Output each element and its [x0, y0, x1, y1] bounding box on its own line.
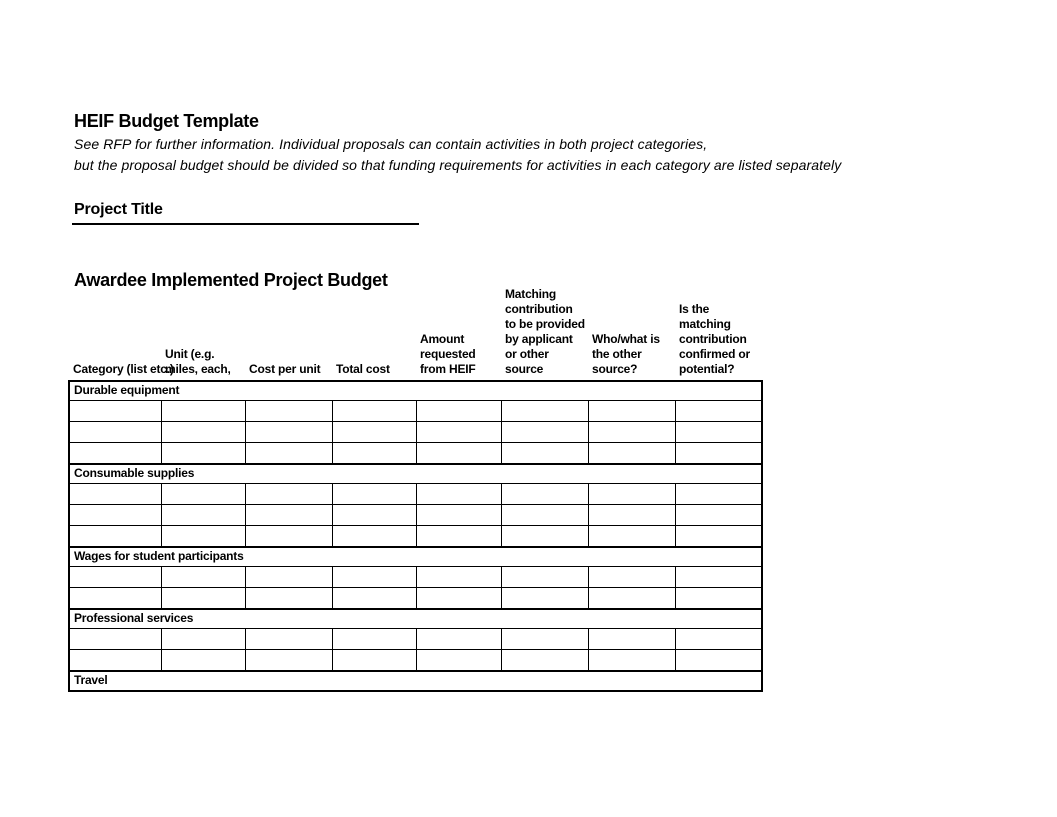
budget-cell: [416, 422, 501, 443]
budget-cell: [245, 484, 332, 505]
project-title-label: Project Title: [74, 201, 163, 218]
budget-cell: [161, 505, 245, 526]
budget-cell: [588, 484, 675, 505]
budget-cell: [588, 567, 675, 588]
budget-cell: [416, 526, 501, 548]
budget-empty-row: [69, 443, 762, 465]
budget-cell: [675, 567, 762, 588]
budget-cell: [675, 422, 762, 443]
budget-cell: [245, 650, 332, 672]
budget-cell: [69, 505, 161, 526]
budget-cell: [69, 526, 161, 548]
budget-cell: [416, 588, 501, 610]
budget-cell: [69, 443, 161, 465]
col-header-matching-contribution: Matching contribution to be provided by applicant or other source: [505, 287, 585, 376]
section-label: Durable equipment: [69, 381, 762, 401]
budget-cell: [675, 505, 762, 526]
budget-cell: [501, 422, 588, 443]
budget-cell: [332, 422, 416, 443]
budget-cell: [332, 650, 416, 672]
budget-empty-row: [69, 567, 762, 588]
budget-cell: [501, 629, 588, 650]
budget-cell: [69, 484, 161, 505]
budget-cell: [69, 422, 161, 443]
budget-cell: [588, 650, 675, 672]
budget-cell: [332, 629, 416, 650]
budget-cell: [675, 650, 762, 672]
intro-text-line1: See RFP for further information. Individual proposals can contain activities in both project categories,: [74, 136, 708, 152]
budget-cell: [69, 401, 161, 422]
budget-cell: [245, 401, 332, 422]
budget-cell: [161, 443, 245, 465]
budget-cell: [501, 650, 588, 672]
col-header-total-cost: Total cost: [336, 362, 390, 376]
budget-empty-row: [69, 422, 762, 443]
budget-cell: [416, 505, 501, 526]
budget-cell: [245, 588, 332, 610]
budget-cell: [161, 401, 245, 422]
header-row: [68, 287, 761, 380]
budget-cell: [245, 422, 332, 443]
budget-cell: [161, 629, 245, 650]
budget-cell: [161, 526, 245, 548]
budget-cell: [161, 650, 245, 672]
col-header-cost-per-unit: Cost per unit: [249, 362, 321, 376]
budget-cell: [332, 443, 416, 465]
budget-cell: [501, 588, 588, 610]
budget-empty-row: [69, 505, 762, 526]
budget-cell: [161, 422, 245, 443]
budget-table-area: [68, 287, 763, 692]
col-header-confirmed-potential: Is the matching contribution confirmed or potential?: [679, 302, 750, 376]
budget-cell: [675, 588, 762, 610]
budget-cell: [416, 443, 501, 465]
budget-cell: [332, 567, 416, 588]
section-label: Consumable supplies: [69, 464, 762, 484]
budget-cell: [501, 567, 588, 588]
budget-cell: [588, 526, 675, 548]
budget-cell: [501, 443, 588, 465]
section-label: Travel: [69, 671, 762, 691]
budget-cell: [69, 629, 161, 650]
budget-cell: [245, 505, 332, 526]
budget-cell: [161, 567, 245, 588]
budget-cell: [675, 443, 762, 465]
budget-cell: [588, 505, 675, 526]
budget-cell: [416, 650, 501, 672]
intro-text-line2: but the proposal budget should be divided so that funding requirements for activities in each category are listed separately: [74, 157, 842, 173]
budget-cell: [501, 526, 588, 548]
budget-section-heading: Awardee Implemented Project Budget: [74, 269, 388, 290]
budget-cell: [332, 588, 416, 610]
col-header-category: Category (list etc.): [73, 362, 174, 376]
section-row: [69, 464, 762, 484]
section-row: [69, 609, 762, 629]
budget-cell: [332, 401, 416, 422]
budget-cell: [416, 484, 501, 505]
budget-cell: [332, 526, 416, 548]
section-row: [69, 381, 762, 401]
budget-cell: [675, 629, 762, 650]
budget-cell: [245, 629, 332, 650]
budget-cell: [501, 401, 588, 422]
budget-cell: [416, 629, 501, 650]
budget-cell: [588, 629, 675, 650]
budget-empty-row: [69, 629, 762, 650]
budget-table-header: [68, 287, 761, 380]
budget-empty-row: [69, 484, 762, 505]
section-label: Wages for student participants: [69, 547, 762, 567]
col-header-unit: Unit (e.g. miles, each,: [165, 347, 231, 376]
budget-cell: [245, 443, 332, 465]
budget-cell: [675, 526, 762, 548]
budget-table-body: [69, 381, 762, 691]
budget-empty-row: [69, 650, 762, 672]
budget-empty-row: [69, 401, 762, 422]
budget-cell: [332, 484, 416, 505]
budget-cell: [588, 443, 675, 465]
budget-table-grid: [68, 380, 763, 692]
budget-cell: [501, 484, 588, 505]
project-title-field: [72, 201, 419, 225]
budget-cell: [161, 588, 245, 610]
budget-cell: [69, 650, 161, 672]
budget-cell: [332, 505, 416, 526]
section-row: [69, 671, 762, 691]
budget-cell: [69, 567, 161, 588]
budget-cell: [501, 505, 588, 526]
budget-empty-row: [69, 588, 762, 610]
col-header-who-what-source: Who/what is the other source?: [592, 332, 660, 376]
section-row: [69, 547, 762, 567]
budget-cell: [588, 401, 675, 422]
budget-empty-row: [69, 526, 762, 548]
budget-cell: [245, 567, 332, 588]
budget-cell: [588, 422, 675, 443]
document-title: HEIF Budget Template: [74, 111, 259, 132]
budget-cell: [161, 484, 245, 505]
budget-cell: [588, 588, 675, 610]
budget-cell: [675, 484, 762, 505]
budget-cell: [245, 526, 332, 548]
budget-cell: [416, 401, 501, 422]
budget-cell: [69, 588, 161, 610]
col-header-amount-requested: Amount requested from HEIF: [420, 332, 476, 376]
section-label: Professional services: [69, 609, 762, 629]
budget-cell: [416, 567, 501, 588]
budget-cell: [675, 401, 762, 422]
